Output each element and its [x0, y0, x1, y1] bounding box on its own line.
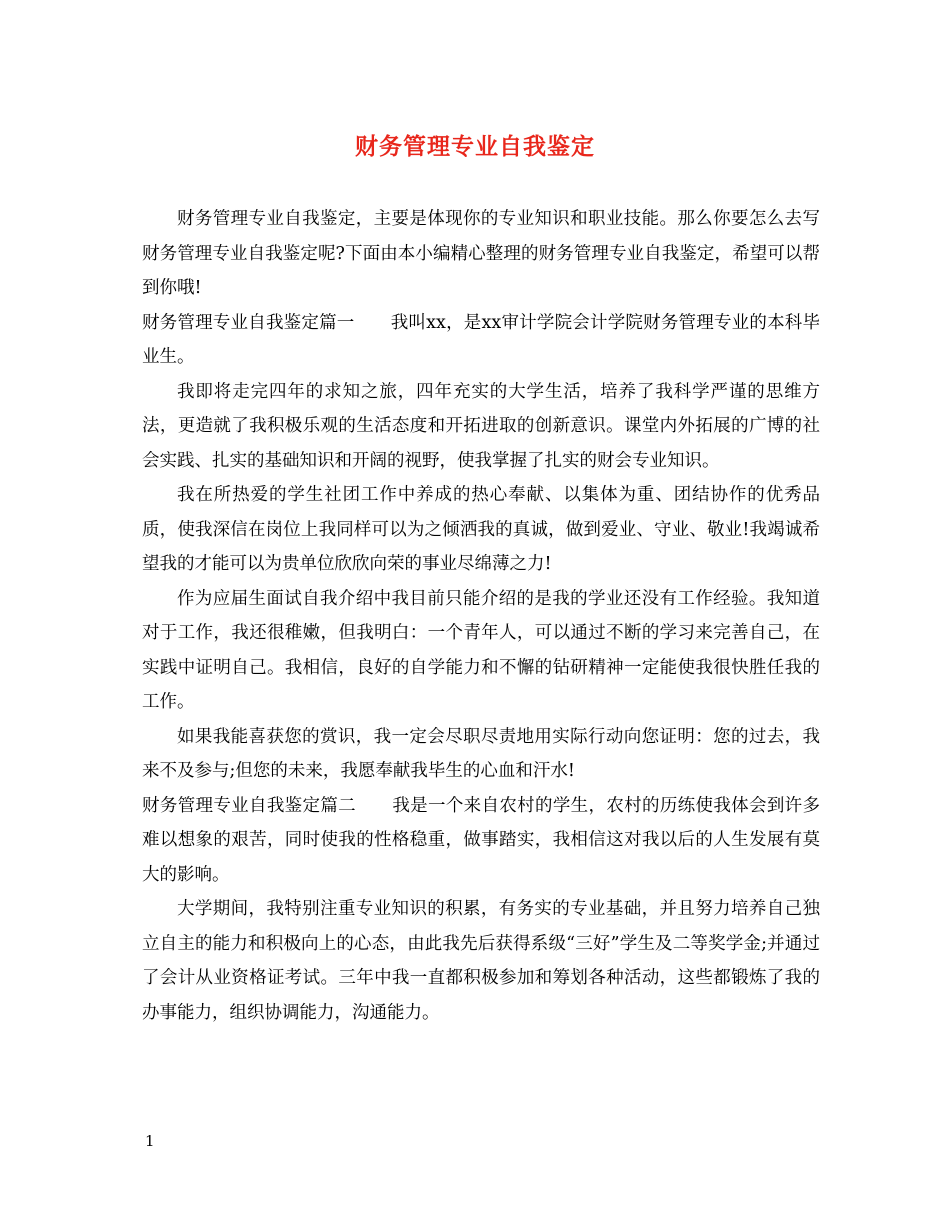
page-number: 1 [145, 1132, 155, 1150]
paragraph-commitment: 如果我能喜获您的赏识，我一定会尽职尽责地用实际行动向您证明：您的过去，我来不及参与;但您的未来，我愿奉献我毕生的心血和汗水! [142, 726, 820, 781]
paragraph-section-two-start [142, 789, 820, 893]
paragraph-section-one-start [142, 306, 820, 375]
section-heading-two: 财务管理专业自我鉴定篇二 [142, 795, 356, 816]
paragraph-intro: 财务管理专业自我鉴定，主要是体现你的专业知识和职业技能。那么你要怎么去写财务管理专业自我鉴定呢?下面由本小编精心整理的财务管理专业自我鉴定，希望可以帮到你哦! [142, 209, 820, 298]
paragraph-study-journey: 我即将走完四年的求知之旅，四年充实的大学生活，培养了我科学严谨的思维方法，更造就了我积极乐观的生活态度和开拓进取的创新意识。课堂内外拓展的广博的社会实践、扎实的基础知识和开阔的视野，使我掌握了扎实的财会专业知识。 [142, 381, 820, 471]
section-one-first-text: 我叫xx，是xx审计学院会计学院财务管理专业的本科毕业生。 [142, 312, 821, 367]
section-heading-one: 财务管理专业自我鉴定篇一 [142, 312, 355, 333]
section-two-first-text: 我是一个来自农村的学生，农村的历练使我体会到许多难以想象的艰苦，同时使我的性格稳重，做事踏实，我相信这对我以后的人生发展有莫大的影响。 [142, 795, 820, 885]
paragraph-interview: 作为应届生面试自我介绍中我目前只能介绍的是我的学业还没有工作经验。我知道对于工作，我还很稚嫩，但我明白：一个青年人，可以通过不断的学习来完善自己，在实践中证明自己。我相信，良好的自学能力和不懈的钻研精神一定能使我很快胜任我的工作。 [142, 588, 820, 712]
document-body [142, 202, 820, 1030]
paragraph-university-period: 大学期间，我特别注重专业知识的积累，有务实的专业基础，并且努力培养自己独立自主的能力和积极向上的心态，由此我先后获得系级“三好”学生及二等奖学金;并通过了会计从业资格证考试。三年中我一直都积极参加和筹划各种活动，这些都锻炼了我的办事能力，组织协调能力，沟通能力。 [142, 899, 820, 1023]
document-title: 财务管理专业自我鉴定 [355, 133, 595, 160]
paragraph-club-work: 我在所热爱的学生社团工作中养成的热心奉献、以集体为重、团结协作的优秀品质，使我深信在岗位上我同样可以为之倾洒我的真诚，做到爱业、守业、敬业!我竭诚希望我的才能可以为贵单位欣欣向荣的事业尽绵薄之力! [142, 485, 820, 574]
